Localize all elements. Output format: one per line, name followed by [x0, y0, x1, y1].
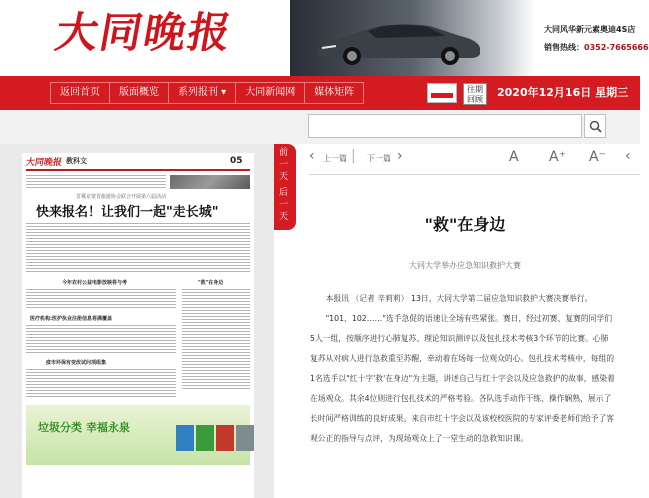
paper-text-block [26, 289, 176, 309]
trash-bin-icon [236, 425, 254, 451]
font-smaller-button[interactable]: A⁻ [589, 149, 606, 165]
paper-story-head[interactable]: 医疗机构:医护执业注册信息将满覆盖 [30, 316, 113, 322]
next-day-link[interactable]: 一 [279, 200, 289, 210]
next-day-link[interactable]: 天 [279, 212, 289, 222]
search-button[interactable] [584, 114, 606, 138]
paper-text-block [26, 369, 176, 399]
nav-menu [50, 82, 364, 104]
calendar-icon[interactable] [427, 83, 457, 103]
search-icon [589, 120, 602, 133]
masthead [0, 0, 649, 76]
banner-ad[interactable] [290, 0, 649, 76]
paper-text-block [26, 223, 250, 273]
divider-icon: | [351, 148, 356, 164]
article-paragraph: 本报讯 （记者 辛莉莉） 13日，大同大学第二届应急知识救护大赛决赛举行。 [325, 294, 593, 303]
paper-text-block [26, 175, 166, 189]
site-logo[interactable]: 大同晚报 [51, 8, 237, 57]
paper-rule [26, 169, 250, 171]
ad-hotline [544, 42, 649, 53]
nav-news-site[interactable]: 大同新闻网 [236, 83, 305, 103]
article-body [310, 289, 615, 449]
chevron-right-icon[interactable]: › [397, 148, 403, 164]
chevron-left-icon[interactable]: ‹ [625, 148, 631, 164]
paper-section: 教科文 [66, 157, 87, 165]
issue-weekday: 星期三 [595, 86, 629, 99]
main-nav [0, 76, 640, 110]
page-preview-panel [0, 144, 274, 498]
paper-subhead: 晋冀京蒙晋旅游协会联合开展第六届活动 [76, 194, 167, 200]
ad-hotline-number: 0352-7665666 [584, 43, 649, 52]
ad-dealer-name: 大同风华新元素奥迪4S店 [544, 25, 636, 34]
trash-bin-icon [176, 425, 194, 451]
chevron-left-icon[interactable]: ‹ [309, 148, 315, 164]
paper-logo: 大同晚报 [24, 158, 63, 168]
nav-home[interactable]: 返回首页 [51, 83, 110, 103]
paper-story-head[interactable]: 疫市环保有变改试问项组集 [46, 360, 107, 366]
nav-series-dropdown[interactable]: 系列报刊 ▾ [169, 83, 236, 103]
search-input[interactable] [308, 114, 582, 138]
paper-photo [170, 175, 250, 189]
article-title: "救"在身边 [424, 215, 506, 234]
article-subtitle: 大同大学举办应急知识救护大赛 [409, 261, 521, 270]
article-paragraph: "101、102……"选手急促的语速让全场有些紧张。赛日，经过初赛、复赛的同学们5人一组，按顺序进行心肺复苏、理论知识测评以及包扎技术考核3个环节的比赛。心肺复苏从对病人进行急救重至苏醒，牵动着在场每一位观众的心。包扎技术考核中，每组的1名选手以"红十字'救'在身边"为主题，讲述自己与红十字会以及应急救护的故事，感染着在场观众。其余4位则进行包扎技术的严格考验。各队选手动作干练、操作娴熟，展示了长时间严格训练的良好成果。来自市红十字会以及该校校医院的专家评委老师们给予了客观公正的指导与点评，为现场观众上了一堂生动的急救知识课。 [310, 314, 615, 443]
paper-story-head[interactable]: 今年农村公益电影放映将与考 [62, 280, 128, 286]
font-normal-button[interactable]: A [509, 149, 519, 165]
issue-date [497, 84, 628, 100]
paper-text-block [182, 289, 250, 389]
toolbar-divider [309, 174, 640, 175]
trash-bin-icon [196, 425, 214, 451]
search-band [0, 110, 640, 144]
next-article-button[interactable]: 下一篇 [367, 154, 391, 163]
ad-hotline-label: 销售热线： [544, 43, 584, 52]
prev-day-link[interactable]: 前 [279, 148, 289, 158]
issue-date-text: 2020年12月16日 [497, 86, 592, 99]
paper-ad-text: 垃圾分类 幸福永泉 [38, 421, 130, 434]
prev-day-link[interactable]: 天 [279, 172, 289, 182]
paper-ad-garbage-sorting[interactable] [26, 405, 250, 465]
paper-story-head[interactable]: "救"在身边 [198, 280, 224, 286]
paper-headline[interactable]: 快来报名！让我们一起"走长城" [36, 205, 219, 220]
past-issues-button[interactable]: 往期回顾 [463, 83, 487, 105]
nav-media-matrix[interactable]: 媒体矩阵 [314, 87, 355, 98]
nav-page-overview[interactable]: 版面概览 [110, 83, 169, 103]
prev-day-link[interactable]: 一 [279, 160, 289, 170]
newspaper-page-thumbnail[interactable] [22, 153, 254, 498]
paper-text-block [26, 325, 176, 353]
next-day-link[interactable]: 后 [279, 188, 289, 198]
article-toolbar [309, 150, 640, 172]
trash-bin-icon [216, 425, 234, 451]
car-image [310, 14, 485, 64]
paper-page-number: 05 [230, 156, 243, 166]
font-larger-button[interactable]: A⁺ [549, 149, 566, 165]
day-switch-tab [274, 144, 296, 230]
prev-article-button[interactable]: 上一篇 [323, 154, 347, 163]
